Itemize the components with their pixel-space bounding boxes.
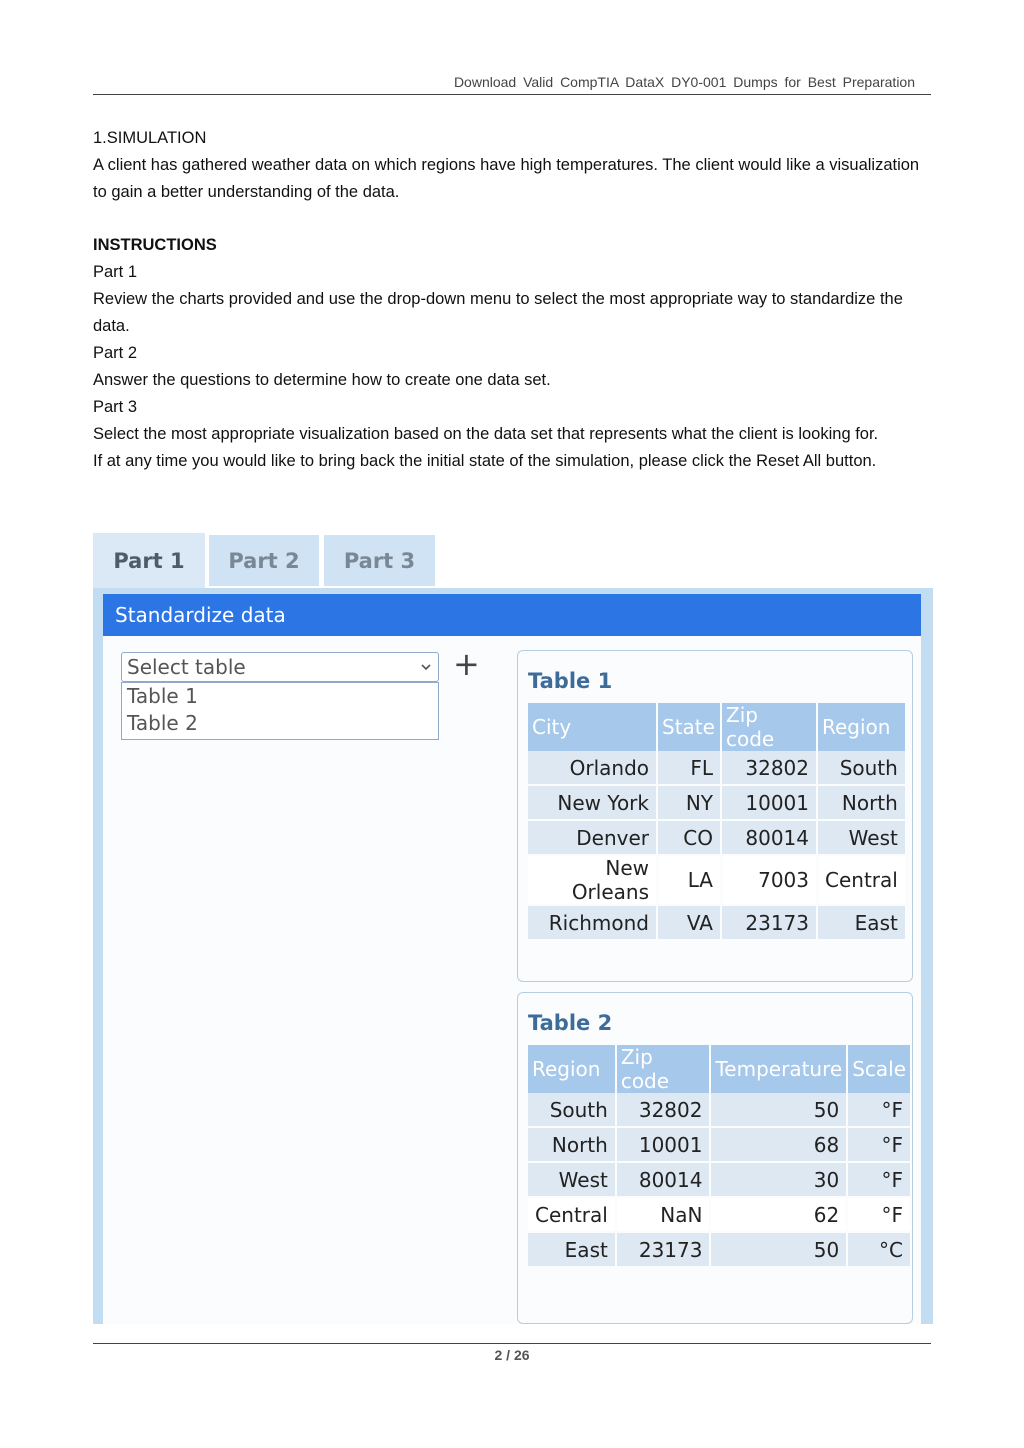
table-row	[528, 1198, 912, 1233]
table-cell: 32802	[722, 751, 818, 786]
table-cell: °F	[848, 1093, 912, 1128]
table-cell: 62	[711, 1198, 848, 1233]
table-cell: Denver	[528, 821, 658, 856]
table1-col-state: State	[658, 703, 722, 751]
table2-col-temperature: Temperature	[711, 1045, 848, 1093]
question-intro: A client has gathered weather data on which regions have high temperatures. The client would like a visualization to gain a better understanding of the data.	[93, 156, 920, 201]
table-cell: Orlando	[528, 751, 658, 786]
table-cell: New Orleans	[528, 856, 658, 906]
part2-label: Part 2	[93, 344, 138, 362]
table-cell: East	[818, 906, 907, 941]
table-cell: West	[528, 1163, 617, 1198]
table-cell: North	[818, 786, 907, 821]
table2-title: Table 2	[528, 1011, 613, 1035]
dropdown-option-table-1[interactable]: Table 1	[127, 684, 198, 708]
part1-panel	[93, 588, 933, 1324]
select-placeholder: Select table	[127, 655, 246, 679]
instructions-heading: INSTRUCTIONS	[93, 236, 217, 254]
table-cell: 68	[711, 1128, 848, 1163]
dropdown-option-table-2[interactable]: Table 2	[127, 711, 198, 735]
table-cell: North	[528, 1128, 617, 1163]
page-header	[93, 72, 931, 95]
table1	[528, 703, 907, 941]
tab-part-1[interactable]: Part 1	[93, 533, 205, 589]
table2-card	[517, 992, 913, 1324]
part3-text: Select the most appropriate visualization based on the data set that represents what the client is looking for.	[93, 425, 879, 443]
table-cell: 32802	[617, 1093, 712, 1128]
table-cell: 10001	[722, 786, 818, 821]
table-row	[528, 856, 907, 906]
table2	[528, 1045, 912, 1268]
table-cell: °F	[848, 1163, 912, 1198]
table2-header-row	[528, 1045, 912, 1093]
table-row	[528, 1093, 912, 1128]
select-dropdown	[121, 682, 439, 740]
table-cell: FL	[658, 751, 722, 786]
table-cell: VA	[658, 906, 722, 941]
table-row	[528, 906, 907, 941]
panel-body	[103, 594, 921, 1324]
table-cell: CO	[658, 821, 722, 856]
part1-text: Review the charts provided and use the drop-down menu to select the most appropriate way to standardize the data.	[93, 290, 903, 335]
table-cell: Central	[528, 1198, 617, 1233]
table-row	[528, 1233, 912, 1268]
table-row	[528, 786, 907, 821]
question-content	[93, 125, 933, 475]
table-cell: 80014	[617, 1163, 712, 1198]
table-row	[528, 1163, 912, 1198]
table1-col-zip: Zip code	[722, 703, 818, 751]
table1-col-city: City	[528, 703, 658, 751]
table-cell: Central	[818, 856, 907, 906]
table-cell: 80014	[722, 821, 818, 856]
simulation-window	[93, 533, 933, 1324]
table2-col-region: Region	[528, 1045, 617, 1093]
table-cell: 10001	[617, 1128, 712, 1163]
reset-text: If at any time you would like to bring back the initial state of the simulation, please click the Reset All button.	[93, 452, 877, 470]
table1-col-region: Region	[818, 703, 907, 751]
tab-part-3[interactable]: Part 3	[324, 535, 435, 586]
table2-col-zip: Zip code	[617, 1045, 712, 1093]
table-row	[528, 751, 907, 786]
add-icon[interactable]: +	[453, 645, 480, 683]
table1-title: Table 1	[528, 669, 613, 693]
page-number: 2 / 26	[494, 1347, 530, 1363]
table1-header-row	[528, 703, 907, 751]
table-cell: Richmond	[528, 906, 658, 941]
table-row	[528, 821, 907, 856]
table-cell: 50	[711, 1093, 848, 1128]
panel-title-text: Standardize data	[115, 603, 286, 627]
table-cell: South	[818, 751, 907, 786]
page-footer	[93, 1343, 931, 1363]
table2-col-scale: Scale	[848, 1045, 912, 1093]
table-cell: 50	[711, 1233, 848, 1268]
table-cell: 23173	[722, 906, 818, 941]
part3-label: Part 3	[93, 398, 138, 416]
table-cell: °F	[848, 1198, 912, 1233]
table-cell: New York	[528, 786, 658, 821]
table-cell: °F	[848, 1128, 912, 1163]
table-cell: West	[818, 821, 907, 856]
table-cell: °C	[848, 1233, 912, 1268]
part2-text: Answer the questions to determine how to create one data set.	[93, 371, 551, 389]
question-title: 1.SIMULATION	[93, 129, 207, 147]
table-cell: LA	[658, 856, 722, 906]
part1-label: Part 1	[93, 263, 138, 281]
table-cell: 30	[711, 1163, 848, 1198]
table-cell: NY	[658, 786, 722, 821]
table-cell: South	[528, 1093, 617, 1128]
header-text: Download Valid CompTIA DataX DY0-001 Dumps for Best Preparation	[453, 74, 915, 90]
table-row	[528, 1128, 912, 1163]
table-cell: 7003	[722, 856, 818, 906]
table-cell: NaN	[617, 1198, 712, 1233]
panel-title	[103, 594, 921, 636]
tab-part-2[interactable]: Part 2	[209, 535, 319, 586]
table-cell: East	[528, 1233, 617, 1268]
table-cell: 23173	[617, 1233, 712, 1268]
table-select[interactable]	[121, 652, 439, 682]
table1-card	[517, 650, 913, 982]
